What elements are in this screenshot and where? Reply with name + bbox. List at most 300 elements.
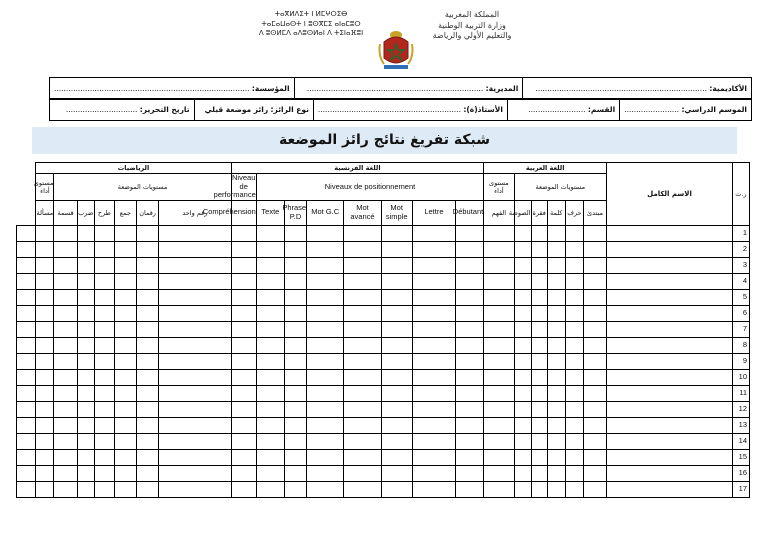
score-cell[interactable] <box>77 337 94 353</box>
score-cell[interactable] <box>484 241 514 257</box>
student-name-cell[interactable] <box>607 449 733 465</box>
score-cell[interactable] <box>456 433 484 449</box>
score-cell[interactable] <box>231 337 256 353</box>
score-cell[interactable] <box>531 273 547 289</box>
score-cell[interactable] <box>231 385 256 401</box>
score-cell[interactable] <box>17 353 36 369</box>
score-cell[interactable] <box>531 353 547 369</box>
directorate-field[interactable]: المديرية: .......................................................................... <box>294 78 523 100</box>
score-cell[interactable] <box>231 369 256 385</box>
score-cell[interactable] <box>456 417 484 433</box>
score-cell[interactable] <box>94 241 114 257</box>
score-cell[interactable] <box>36 273 54 289</box>
score-cell[interactable] <box>159 465 231 481</box>
score-cell[interactable] <box>456 305 484 321</box>
score-cell[interactable] <box>54 289 77 305</box>
score-cell[interactable] <box>344 385 381 401</box>
score-cell[interactable] <box>307 433 344 449</box>
score-cell[interactable] <box>284 257 306 273</box>
score-cell[interactable] <box>514 433 531 449</box>
score-cell[interactable] <box>583 465 606 481</box>
score-cell[interactable] <box>94 305 114 321</box>
score-cell[interactable] <box>256 257 284 273</box>
score-cell[interactable] <box>17 241 36 257</box>
score-cell[interactable] <box>284 401 306 417</box>
score-cell[interactable] <box>94 481 114 497</box>
score-cell[interactable] <box>514 401 531 417</box>
score-cell[interactable] <box>36 401 54 417</box>
score-cell[interactable] <box>583 241 606 257</box>
score-cell[interactable] <box>531 337 547 353</box>
score-cell[interactable] <box>565 417 583 433</box>
score-cell[interactable] <box>36 257 54 273</box>
score-cell[interactable] <box>159 321 231 337</box>
score-cell[interactable] <box>583 305 606 321</box>
score-cell[interactable] <box>412 481 455 497</box>
score-cell[interactable] <box>484 465 514 481</box>
score-cell[interactable] <box>484 433 514 449</box>
score-cell[interactable] <box>531 257 547 273</box>
score-cell[interactable] <box>565 449 583 465</box>
score-cell[interactable] <box>94 369 114 385</box>
score-cell[interactable] <box>231 481 256 497</box>
score-cell[interactable] <box>114 417 136 433</box>
score-cell[interactable] <box>412 337 455 353</box>
score-cell[interactable] <box>54 241 77 257</box>
score-cell[interactable] <box>114 385 136 401</box>
score-cell[interactable] <box>231 257 256 273</box>
score-cell[interactable] <box>381 481 412 497</box>
student-name-cell[interactable] <box>607 273 733 289</box>
score-cell[interactable] <box>484 369 514 385</box>
score-cell[interactable] <box>344 241 381 257</box>
score-cell[interactable] <box>54 481 77 497</box>
score-cell[interactable] <box>54 321 77 337</box>
score-cell[interactable] <box>307 257 344 273</box>
score-cell[interactable] <box>94 225 114 241</box>
score-cell[interactable] <box>547 241 565 257</box>
student-name-cell[interactable] <box>607 481 733 497</box>
score-cell[interactable] <box>456 385 484 401</box>
score-cell[interactable] <box>583 401 606 417</box>
score-cell[interactable] <box>412 353 455 369</box>
score-cell[interactable] <box>137 337 159 353</box>
score-cell[interactable] <box>256 433 284 449</box>
score-cell[interactable] <box>54 337 77 353</box>
score-cell[interactable] <box>307 385 344 401</box>
score-cell[interactable] <box>583 225 606 241</box>
score-cell[interactable] <box>284 225 306 241</box>
score-cell[interactable] <box>284 273 306 289</box>
student-name-cell[interactable] <box>607 465 733 481</box>
score-cell[interactable] <box>114 257 136 273</box>
score-cell[interactable] <box>54 273 77 289</box>
score-cell[interactable] <box>159 273 231 289</box>
score-cell[interactable] <box>547 225 565 241</box>
score-cell[interactable] <box>531 369 547 385</box>
student-name-cell[interactable] <box>607 305 733 321</box>
score-cell[interactable] <box>36 417 54 433</box>
score-cell[interactable] <box>456 225 484 241</box>
score-cell[interactable] <box>547 289 565 305</box>
student-name-cell[interactable] <box>607 353 733 369</box>
score-cell[interactable] <box>307 289 344 305</box>
score-cell[interactable] <box>17 257 36 273</box>
score-cell[interactable] <box>137 225 159 241</box>
score-cell[interactable] <box>583 369 606 385</box>
score-cell[interactable] <box>114 273 136 289</box>
score-cell[interactable] <box>137 289 159 305</box>
score-cell[interactable] <box>344 481 381 497</box>
student-name-cell[interactable] <box>607 385 733 401</box>
score-cell[interactable] <box>36 337 54 353</box>
score-cell[interactable] <box>77 401 94 417</box>
score-cell[interactable] <box>531 433 547 449</box>
score-cell[interactable] <box>583 337 606 353</box>
score-cell[interactable] <box>484 257 514 273</box>
score-cell[interactable] <box>54 449 77 465</box>
score-cell[interactable] <box>36 369 54 385</box>
score-cell[interactable] <box>514 369 531 385</box>
score-cell[interactable] <box>456 449 484 465</box>
score-cell[interactable] <box>484 401 514 417</box>
score-cell[interactable] <box>412 401 455 417</box>
score-cell[interactable] <box>456 481 484 497</box>
score-cell[interactable] <box>565 465 583 481</box>
score-cell[interactable] <box>159 449 231 465</box>
score-cell[interactable] <box>94 401 114 417</box>
score-cell[interactable] <box>77 465 94 481</box>
score-cell[interactable] <box>17 225 36 241</box>
score-cell[interactable] <box>77 433 94 449</box>
score-cell[interactable] <box>381 465 412 481</box>
student-name-cell[interactable] <box>607 289 733 305</box>
score-cell[interactable] <box>94 321 114 337</box>
score-cell[interactable] <box>565 337 583 353</box>
score-cell[interactable] <box>54 225 77 241</box>
score-cell[interactable] <box>36 305 54 321</box>
score-cell[interactable] <box>412 257 455 273</box>
score-cell[interactable] <box>36 241 54 257</box>
score-cell[interactable] <box>77 257 94 273</box>
score-cell[interactable] <box>256 481 284 497</box>
score-cell[interactable] <box>484 385 514 401</box>
score-cell[interactable] <box>256 337 284 353</box>
score-cell[interactable] <box>256 465 284 481</box>
score-cell[interactable] <box>137 481 159 497</box>
score-cell[interactable] <box>17 465 36 481</box>
score-cell[interactable] <box>54 305 77 321</box>
score-cell[interactable] <box>307 369 344 385</box>
score-cell[interactable] <box>36 353 54 369</box>
score-cell[interactable] <box>256 385 284 401</box>
score-cell[interactable] <box>159 225 231 241</box>
score-cell[interactable] <box>344 417 381 433</box>
score-cell[interactable] <box>231 449 256 465</box>
score-cell[interactable] <box>159 385 231 401</box>
score-cell[interactable] <box>456 369 484 385</box>
score-cell[interactable] <box>531 449 547 465</box>
score-cell[interactable] <box>284 241 306 257</box>
score-cell[interactable] <box>114 449 136 465</box>
score-cell[interactable] <box>94 273 114 289</box>
score-cell[interactable] <box>514 385 531 401</box>
score-cell[interactable] <box>54 417 77 433</box>
score-cell[interactable] <box>514 225 531 241</box>
score-cell[interactable] <box>36 449 54 465</box>
score-cell[interactable] <box>94 449 114 465</box>
score-cell[interactable] <box>17 321 36 337</box>
score-cell[interactable] <box>583 481 606 497</box>
score-cell[interactable] <box>77 289 94 305</box>
score-cell[interactable] <box>531 385 547 401</box>
score-cell[interactable] <box>307 449 344 465</box>
score-cell[interactable] <box>344 465 381 481</box>
score-cell[interactable] <box>77 417 94 433</box>
score-cell[interactable] <box>54 257 77 273</box>
score-cell[interactable] <box>547 257 565 273</box>
score-cell[interactable] <box>284 465 306 481</box>
score-cell[interactable] <box>36 465 54 481</box>
score-cell[interactable] <box>231 417 256 433</box>
score-cell[interactable] <box>381 241 412 257</box>
score-cell[interactable] <box>137 433 159 449</box>
score-cell[interactable] <box>307 273 344 289</box>
score-cell[interactable] <box>531 417 547 433</box>
teacher-field[interactable]: الأستاذ(ة): ............................................................ <box>313 99 507 121</box>
score-cell[interactable] <box>307 353 344 369</box>
score-cell[interactable] <box>514 321 531 337</box>
score-cell[interactable] <box>231 305 256 321</box>
student-name-cell[interactable] <box>607 433 733 449</box>
score-cell[interactable] <box>456 401 484 417</box>
score-cell[interactable] <box>583 385 606 401</box>
score-cell[interactable] <box>381 305 412 321</box>
score-cell[interactable] <box>514 481 531 497</box>
score-cell[interactable] <box>531 241 547 257</box>
score-cell[interactable] <box>344 257 381 273</box>
score-cell[interactable] <box>456 257 484 273</box>
score-cell[interactable] <box>381 257 412 273</box>
score-cell[interactable] <box>456 465 484 481</box>
score-cell[interactable] <box>284 433 306 449</box>
score-cell[interactable] <box>159 433 231 449</box>
score-cell[interactable] <box>159 369 231 385</box>
score-cell[interactable] <box>36 225 54 241</box>
score-cell[interactable] <box>114 481 136 497</box>
score-cell[interactable] <box>547 369 565 385</box>
score-cell[interactable] <box>583 321 606 337</box>
score-cell[interactable] <box>54 465 77 481</box>
score-cell[interactable] <box>381 417 412 433</box>
score-cell[interactable] <box>36 433 54 449</box>
score-cell[interactable] <box>137 241 159 257</box>
student-name-cell[interactable] <box>607 321 733 337</box>
score-cell[interactable] <box>54 385 77 401</box>
score-cell[interactable] <box>54 369 77 385</box>
score-cell[interactable] <box>412 465 455 481</box>
score-cell[interactable] <box>583 433 606 449</box>
score-cell[interactable] <box>77 273 94 289</box>
score-cell[interactable] <box>17 433 36 449</box>
score-cell[interactable] <box>159 289 231 305</box>
score-cell[interactable] <box>256 353 284 369</box>
score-cell[interactable] <box>256 417 284 433</box>
score-cell[interactable] <box>231 321 256 337</box>
score-cell[interactable] <box>565 385 583 401</box>
score-cell[interactable] <box>114 225 136 241</box>
score-cell[interactable] <box>94 385 114 401</box>
score-cell[interactable] <box>36 385 54 401</box>
score-cell[interactable] <box>77 241 94 257</box>
score-cell[interactable] <box>531 305 547 321</box>
score-cell[interactable] <box>583 273 606 289</box>
score-cell[interactable] <box>412 417 455 433</box>
score-cell[interactable] <box>344 289 381 305</box>
score-cell[interactable] <box>344 433 381 449</box>
score-cell[interactable] <box>456 321 484 337</box>
score-cell[interactable] <box>381 433 412 449</box>
score-cell[interactable] <box>36 481 54 497</box>
score-cell[interactable] <box>531 481 547 497</box>
score-cell[interactable] <box>344 305 381 321</box>
score-cell[interactable] <box>284 417 306 433</box>
score-cell[interactable] <box>565 369 583 385</box>
score-cell[interactable] <box>231 289 256 305</box>
score-cell[interactable] <box>159 337 231 353</box>
score-cell[interactable] <box>284 337 306 353</box>
score-cell[interactable] <box>484 289 514 305</box>
score-cell[interactable] <box>114 369 136 385</box>
score-cell[interactable] <box>256 321 284 337</box>
score-cell[interactable] <box>77 353 94 369</box>
score-cell[interactable] <box>547 449 565 465</box>
score-cell[interactable] <box>284 305 306 321</box>
academy-field[interactable]: الأكاديمية: ........................................................................ <box>523 78 752 100</box>
score-cell[interactable] <box>565 353 583 369</box>
score-cell[interactable] <box>36 289 54 305</box>
score-cell[interactable] <box>547 417 565 433</box>
institution-field[interactable]: المؤسسة: .................................................................................. <box>50 78 295 100</box>
score-cell[interactable] <box>307 321 344 337</box>
score-cell[interactable] <box>547 273 565 289</box>
score-cell[interactable] <box>484 449 514 465</box>
score-cell[interactable] <box>514 417 531 433</box>
score-cell[interactable] <box>307 305 344 321</box>
score-cell[interactable] <box>77 225 94 241</box>
score-cell[interactable] <box>17 369 36 385</box>
score-cell[interactable] <box>514 337 531 353</box>
score-cell[interactable] <box>381 401 412 417</box>
score-cell[interactable] <box>231 465 256 481</box>
score-cell[interactable] <box>344 225 381 241</box>
score-cell[interactable] <box>77 369 94 385</box>
score-cell[interactable] <box>531 401 547 417</box>
score-cell[interactable] <box>94 417 114 433</box>
score-cell[interactable] <box>231 273 256 289</box>
score-cell[interactable] <box>412 321 455 337</box>
score-cell[interactable] <box>514 305 531 321</box>
score-cell[interactable] <box>456 273 484 289</box>
score-cell[interactable] <box>531 321 547 337</box>
score-cell[interactable] <box>381 289 412 305</box>
score-cell[interactable] <box>114 353 136 369</box>
score-cell[interactable] <box>547 353 565 369</box>
score-cell[interactable] <box>412 433 455 449</box>
score-cell[interactable] <box>484 321 514 337</box>
score-cell[interactable] <box>565 273 583 289</box>
score-cell[interactable] <box>137 321 159 337</box>
score-cell[interactable] <box>114 241 136 257</box>
score-cell[interactable] <box>159 241 231 257</box>
score-cell[interactable] <box>137 401 159 417</box>
score-cell[interactable] <box>547 433 565 449</box>
student-name-cell[interactable] <box>607 225 733 241</box>
score-cell[interactable] <box>256 449 284 465</box>
score-cell[interactable] <box>412 305 455 321</box>
score-cell[interactable] <box>36 321 54 337</box>
score-cell[interactable] <box>284 385 306 401</box>
score-cell[interactable] <box>17 401 36 417</box>
class-field[interactable]: القسم: ........................ <box>507 99 619 121</box>
score-cell[interactable] <box>17 417 36 433</box>
score-cell[interactable] <box>94 337 114 353</box>
score-cell[interactable] <box>284 321 306 337</box>
score-cell[interactable] <box>381 449 412 465</box>
score-cell[interactable] <box>344 321 381 337</box>
score-cell[interactable] <box>256 225 284 241</box>
score-cell[interactable] <box>77 321 94 337</box>
score-cell[interactable] <box>114 401 136 417</box>
score-cell[interactable] <box>531 225 547 241</box>
score-cell[interactable] <box>531 289 547 305</box>
score-cell[interactable] <box>159 481 231 497</box>
score-cell[interactable] <box>514 289 531 305</box>
score-cell[interactable] <box>381 369 412 385</box>
score-cell[interactable] <box>54 433 77 449</box>
score-cell[interactable] <box>547 465 565 481</box>
score-cell[interactable] <box>344 401 381 417</box>
student-name-cell[interactable] <box>607 241 733 257</box>
score-cell[interactable] <box>344 337 381 353</box>
score-cell[interactable] <box>547 337 565 353</box>
score-cell[interactable] <box>17 337 36 353</box>
score-cell[interactable] <box>565 257 583 273</box>
score-cell[interactable] <box>514 257 531 273</box>
score-cell[interactable] <box>17 273 36 289</box>
score-cell[interactable] <box>412 225 455 241</box>
score-cell[interactable] <box>159 257 231 273</box>
score-cell[interactable] <box>412 273 455 289</box>
score-cell[interactable] <box>256 289 284 305</box>
score-cell[interactable] <box>565 481 583 497</box>
score-cell[interactable] <box>159 401 231 417</box>
score-cell[interactable] <box>137 273 159 289</box>
score-cell[interactable] <box>284 289 306 305</box>
student-name-cell[interactable] <box>607 401 733 417</box>
score-cell[interactable] <box>531 465 547 481</box>
score-cell[interactable] <box>484 481 514 497</box>
score-cell[interactable] <box>137 257 159 273</box>
score-cell[interactable] <box>114 289 136 305</box>
student-name-cell[interactable] <box>607 337 733 353</box>
score-cell[interactable] <box>344 369 381 385</box>
score-cell[interactable] <box>514 273 531 289</box>
score-cell[interactable] <box>284 369 306 385</box>
score-cell[interactable] <box>344 449 381 465</box>
score-cell[interactable] <box>412 369 455 385</box>
score-cell[interactable] <box>344 273 381 289</box>
